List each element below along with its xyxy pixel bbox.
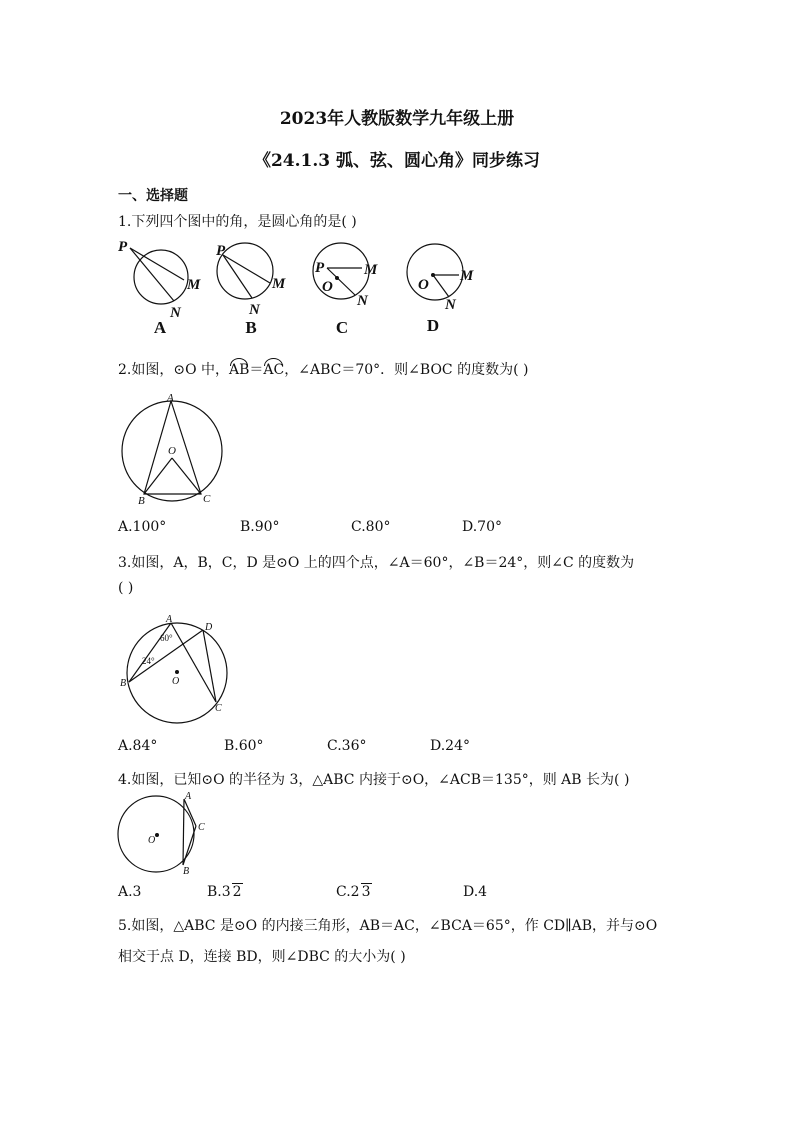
q2-option-d: D.70° (462, 519, 502, 535)
q2-point-c: C (203, 493, 211, 505)
q4-option-c-prefix: C.2 (336, 884, 360, 900)
question-1-stem: 1.下列四个图中的角，是圆心角的是( ) (118, 214, 357, 230)
question-2-prefix: 2.如图，⊙O 中， (118, 362, 230, 378)
q1-figure-b-point-n: N (249, 302, 260, 318)
q1-figure-b-point-p: P (216, 243, 226, 259)
question-2-eq: ＝ (249, 362, 264, 378)
q4-option-b-prefix: B.3 (207, 884, 231, 900)
q4-segment-ac (184, 799, 196, 826)
q1-figure-c-point-o: O (322, 279, 333, 295)
q4-segment-ab (183, 799, 184, 865)
q1-figure-a-point-m: M (187, 277, 201, 293)
q1-figure-b-label: B (245, 318, 257, 337)
question-4-stem: 4.如图，已知⊙O 的半径为 3，△ABC 内接于⊙O，∠ACB＝135°，则 AB 长为( ) (118, 772, 630, 788)
q4-option-d: D.4 (463, 884, 488, 900)
q4-center-dot (155, 833, 159, 837)
arc-ac: AC (263, 362, 285, 378)
q1-figure-c-point-p: P (315, 260, 325, 276)
page-title: 2023年人教版数学九年级上册 (279, 109, 515, 129)
q1-figure-b-point-m: M (272, 276, 286, 292)
q3-point-o: O (172, 676, 180, 687)
q1-figure-c-label: C (335, 318, 349, 337)
q2-option-b: B.90° (240, 519, 280, 535)
q1-figure-d-point-o: O (418, 277, 429, 293)
q1-figure-a-point-n: N (170, 305, 181, 321)
q3-point-a: A (166, 614, 173, 625)
q3-option-d: D.24° (430, 738, 470, 754)
q1-figure-d-point-m: M (460, 268, 474, 284)
q1-figure-d-point-n: N (445, 297, 456, 313)
question-5-stem-line2: 相交于点 D，连接 BD，则∠DBC 的大小为( ) (118, 949, 406, 965)
q2-option-a: A.100° (118, 519, 167, 535)
q3-option-a: A.84° (118, 738, 158, 754)
q4-point-b: B (183, 866, 190, 877)
q4-option-c-radical: 3 (361, 884, 371, 900)
q3-angle-b-label: 24° (142, 656, 155, 666)
q1-figure-d-label: D (426, 316, 440, 335)
q2-option-c: C.80° (351, 519, 391, 535)
arc-ab: AB (229, 362, 250, 378)
q4-option-a: A.3 (118, 884, 142, 900)
q3-point-b: B (120, 678, 127, 689)
question-3-stem-line1: 3.如图，A，B，C，D 是⊙O 上的四个点，∠A＝60°，∠B＝24°，则∠C 的度数为 (118, 555, 635, 571)
q4-option-b-radical: 2 (232, 884, 242, 900)
q3-angle-a-label: 60° (160, 633, 173, 643)
q2-point-b: B (138, 495, 145, 507)
q1-figure-c-point-m: M (364, 262, 378, 278)
question-3-stem-line2: ( ) (118, 580, 134, 596)
q2-point-a: A (167, 392, 174, 404)
question-2-suffix: ，∠ABC＝70°．则∠BOC 的度数为( ) (284, 362, 529, 378)
section-heading: 一、选择题 (118, 188, 188, 204)
page-subtitle: 《24.1.3 弧、弦、圆心角》同步练习 (253, 151, 541, 171)
q4-option-b (207, 884, 243, 900)
q1-figure-a-label: A (153, 318, 167, 337)
q4-segment-cb (183, 826, 196, 865)
q3-point-c: C (215, 703, 222, 714)
q3-option-b: B.60° (224, 738, 264, 754)
q4-point-c: C (198, 822, 205, 833)
q1-figure-c-point-n: N (357, 293, 368, 309)
question-5-stem-line1: 5.如图，△ABC 是⊙O 的内接三角形，AB＝AC，∠BCA＝65°，作 CD∥AB，并与⊙O (118, 918, 658, 934)
q3-point-d: D (205, 622, 213, 633)
q4-point-a: A (185, 791, 192, 802)
q4-point-o: O (148, 835, 156, 846)
q2-point-o: O (168, 445, 176, 457)
q1-figure-a-point-p: P (118, 239, 128, 255)
q4-option-c (336, 884, 372, 900)
q3-option-c: C.36° (327, 738, 367, 754)
